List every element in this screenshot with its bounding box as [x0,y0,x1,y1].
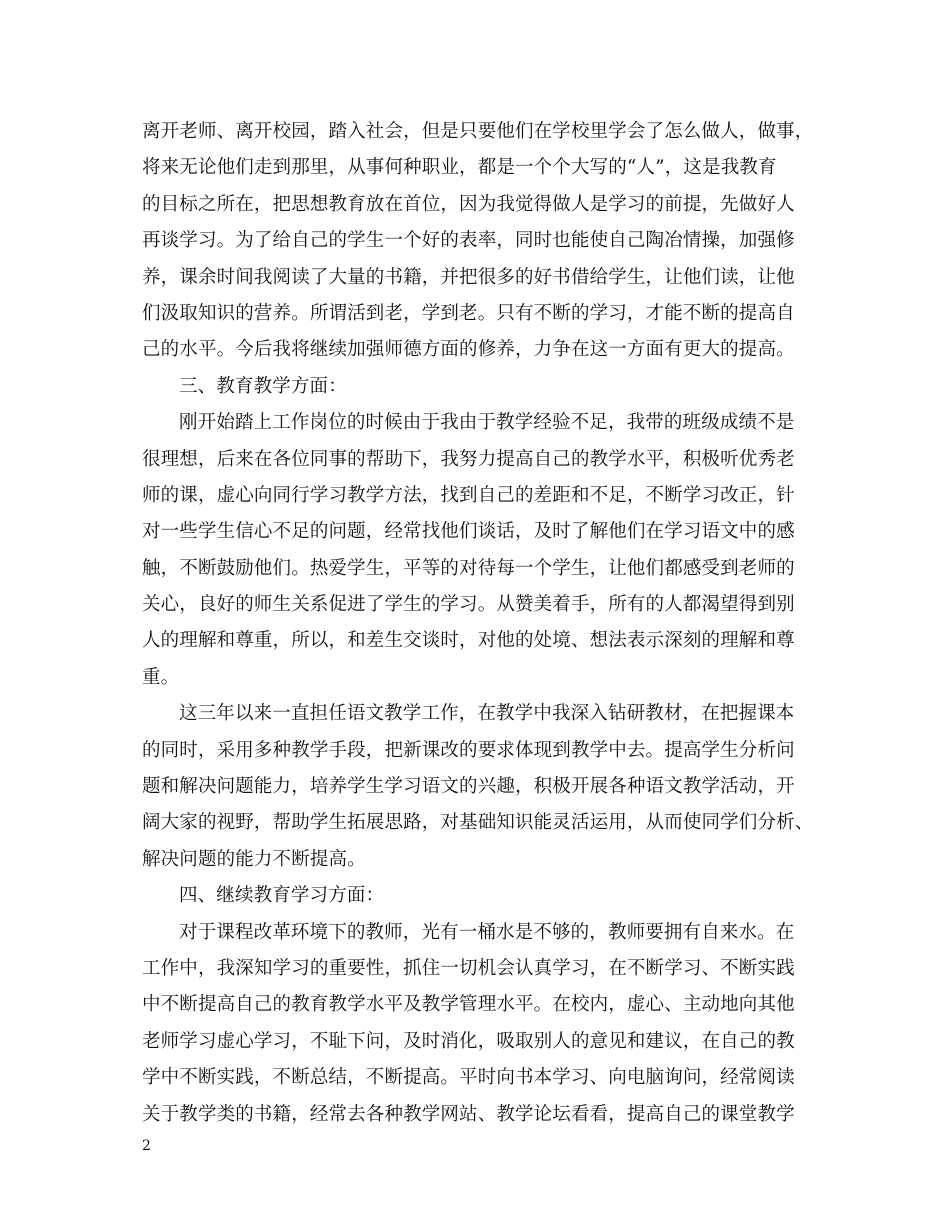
text-line: 们汲取知识的营养。所谓活到老，学到老。只有不断的学习，才能不断的提高自 [142,302,795,324]
text-line: 的目标之所在，把思想教育放在首位，因为我觉得做人是学习的前提，先做好人 [142,193,795,215]
text-line: 这三年以来一直担任语文教学工作，在教学中我深入钻研教材，在把握课本 [179,703,795,725]
text-line: 对一些学生信心不足的问题，经常找他们谈话，及时了解他们在学习语文中的感 [142,521,795,543]
text-line: 解决问题的能力不断提高。 [142,848,366,870]
text-line: 对于课程改革环境下的教师，光有一桶水是不够的，教师要拥有自来水。在 [179,921,795,943]
text-line: 学中不断实践，不断总结，不断提高。平时向书本学习、向电脑询问，经常阅读 [142,1067,795,1089]
text-line: 题和解决问题能力，培养学生学习语文的兴趣，积极开展各种语文教学活动，开 [142,776,795,798]
text-line: 将来无论他们走到那里，从事何种职业，都是一个个大写的“人”，这是我教育 [142,157,777,179]
text-line: 很理想，后来在各位同事的帮助下，我努力提高自己的教学水平，积极听优秀老 [142,448,795,470]
section-heading: 三、教育教学方面： [179,375,347,397]
page-number: 2 [142,1138,151,1154]
text-line: 关心，良好的师生关系促进了学生的学习。从赞美着手，所有的人都渴望得到别 [142,594,795,616]
text-line: 己的水平。今后我将继续加强师德方面的修养，力争在这一方面有更大的提高。 [142,339,795,361]
text-line: 再谈学习。为了给自己的学生一个好的表率，同时也能使自己陶冶情操，加强修 [142,230,795,252]
text-line: 关于教学类的书籍，经常去各种教学网站、教学论坛看看，提高自己的课堂教学 [142,1103,795,1125]
text-line: 人的理解和尊重，所以，和差生交谈时，对他的处境、想法表示深刻的理解和尊 [142,630,795,652]
text-line: 触，不断鼓励他们。热爱学生，平等的对待每一个学生，让他们都感受到老师的 [142,557,795,579]
text-line: 师的课，虚心向同行学习教学方法，找到自己的差距和不足，不断学习改正，针 [142,484,795,506]
text-line: 阔大家的视野，帮助学生拓展思路，对基础知识能灵活运用，从而使同学们分析、 [142,812,814,834]
text-line: 的同时，采用多种教学手段，把新课改的要求体现到教学中去。提高学生分析问 [142,739,795,761]
text-line: 养，课余时间我阅读了大量的书籍，并把很多的好书借给学生，让他们读，让他 [142,266,795,288]
text-line: 中不断提高自己的教育教学水平及教学管理水平。在校内，虚心、主动地向其他 [142,994,795,1016]
text-line: 离开老师、离开校园，踏入社会，但是只要他们在学校里学会了怎么做人，做事， [142,121,814,142]
document-body [142,114,842,1133]
text-line: 工作中，我深知学习的重要性，抓住一切机会认真学习，在不断学习、不断实践 [142,957,795,979]
text-line: 老师学习虚心学习，不耻下问，及时消化，吸取别人的意见和建议，在自己的教 [142,1030,795,1052]
text-line: 重。 [142,666,180,688]
section-heading: 四、继续教育学习方面： [179,885,385,907]
text-line: 刚开始踏上工作岗位的时候由于我由于教学经验不足，我带的班级成绩不是 [179,412,795,434]
